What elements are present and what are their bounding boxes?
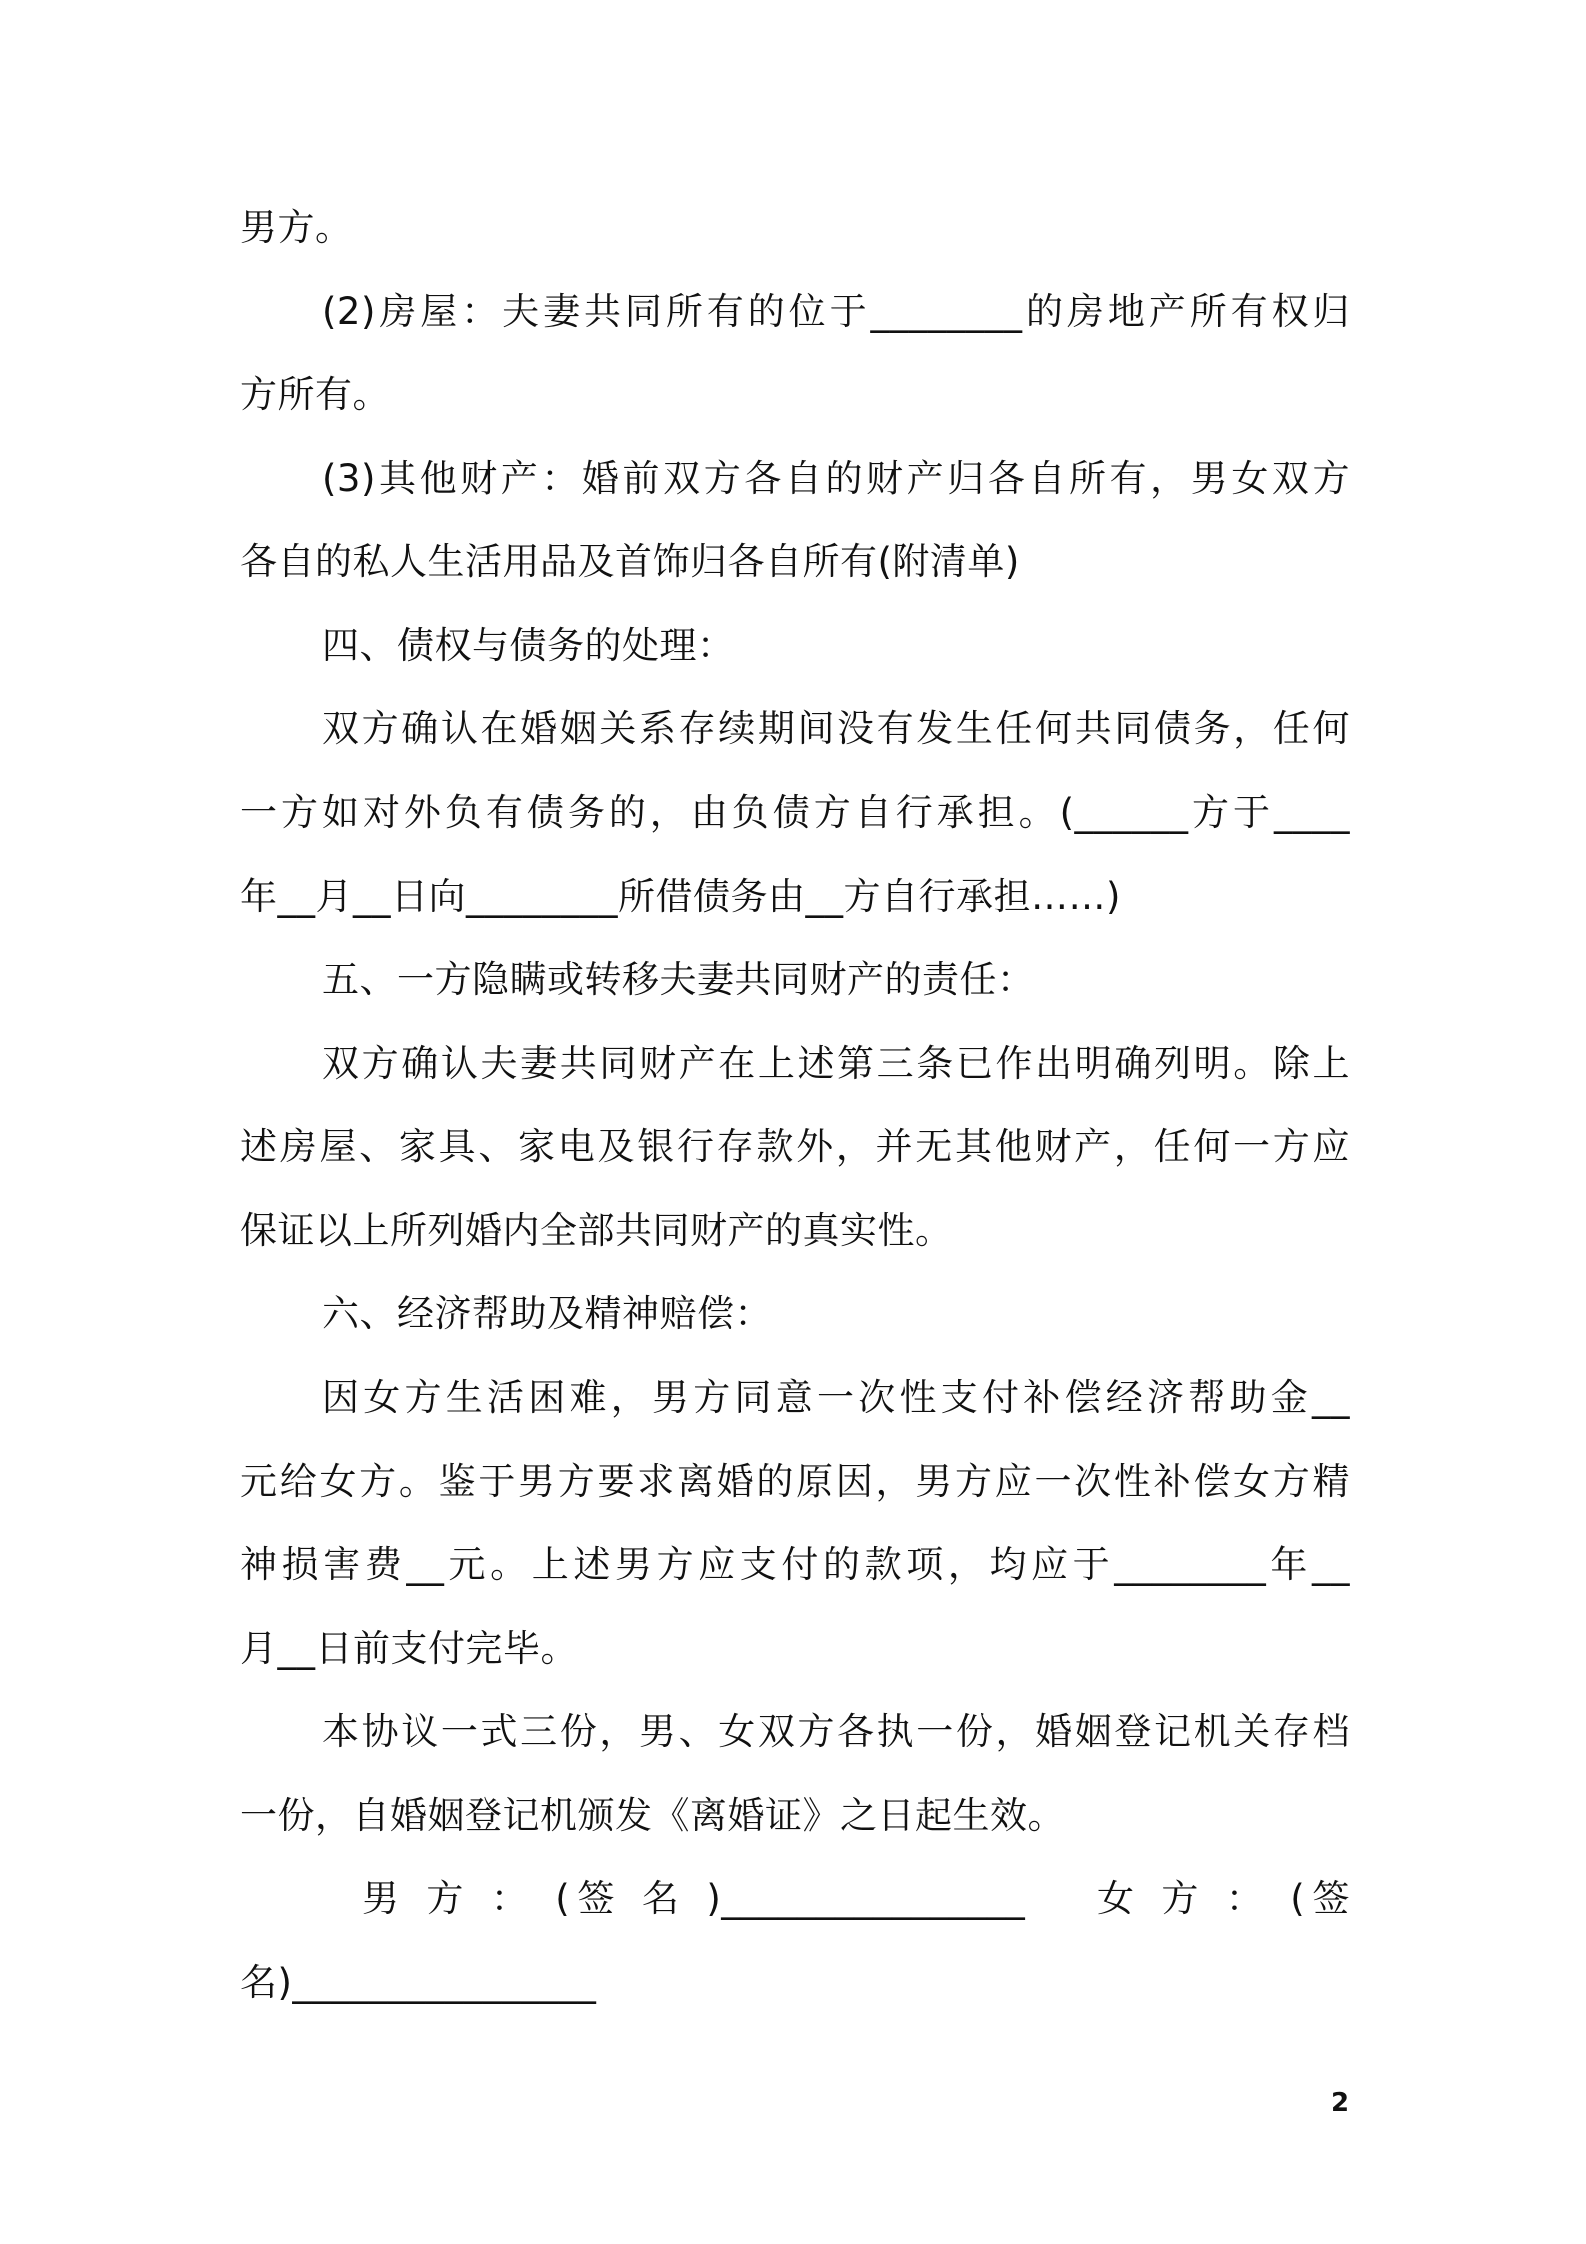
signature-line: 名)________________	[240, 1961, 597, 2004]
text-line: (2)房屋：夫妻共同所有的位于________的房地产所有权归	[322, 290, 1350, 333]
text-line: 月__日前支付完毕。	[240, 1627, 578, 1670]
text-line: 一方如对外负有债务的，由负债方自行承担。(______方于____	[240, 791, 1350, 834]
text-line: 本协议一式三份，男、女双方各执一份，婚姻登记机关存档	[322, 1710, 1350, 1753]
signature-line: 男 方 ： (签 名 )________________ 女 方 ： (签	[362, 1877, 1350, 1920]
section-heading: 六、经济帮助及精神赔偿：	[322, 1292, 772, 1335]
section-heading: 四、债权与债务的处理：	[322, 624, 735, 667]
text-line: 神损害费__元。上述男方应支付的款项，均应于________年__	[240, 1543, 1350, 1586]
text-line: (3)其他财产：婚前双方各自的财产归各自所有，男女双方	[322, 457, 1350, 500]
text-line: 双方确认夫妻共同财产在上述第三条已作出明确列明。除上	[322, 1042, 1350, 1085]
text-line: 保证以上所列婚内全部共同财产的真实性。	[240, 1209, 953, 1252]
text-line: 年__月__日向________所借债务由__方自行承担……)	[240, 875, 1121, 918]
text-line: 因女方生活困难，男方同意一次性支付补偿经济帮助金__	[322, 1376, 1350, 1419]
text-line: 男方。	[240, 206, 353, 249]
text-line: 述房屋、家具、家电及银行存款外，并无其他财产，任何一方应	[240, 1125, 1350, 1168]
text-line: 各自的私人生活用品及首饰归各自所有(附清单)	[240, 540, 1020, 583]
text-line: 双方确认在婚姻关系存续期间没有发生任何共同债务，任何	[322, 707, 1350, 750]
page-number: 2	[1331, 2088, 1350, 2118]
text-line: 一份，自婚姻登记机颁发《离婚证》之日起生效。	[240, 1794, 1065, 1837]
text-line: 方所有。	[240, 373, 390, 416]
section-heading: 五、一方隐瞒或转移夫妻共同财产的责任：	[322, 958, 1035, 1001]
text-line: 元给女方。鉴于男方要求离婚的原因，男方应一次性补偿女方精	[240, 1460, 1350, 1503]
